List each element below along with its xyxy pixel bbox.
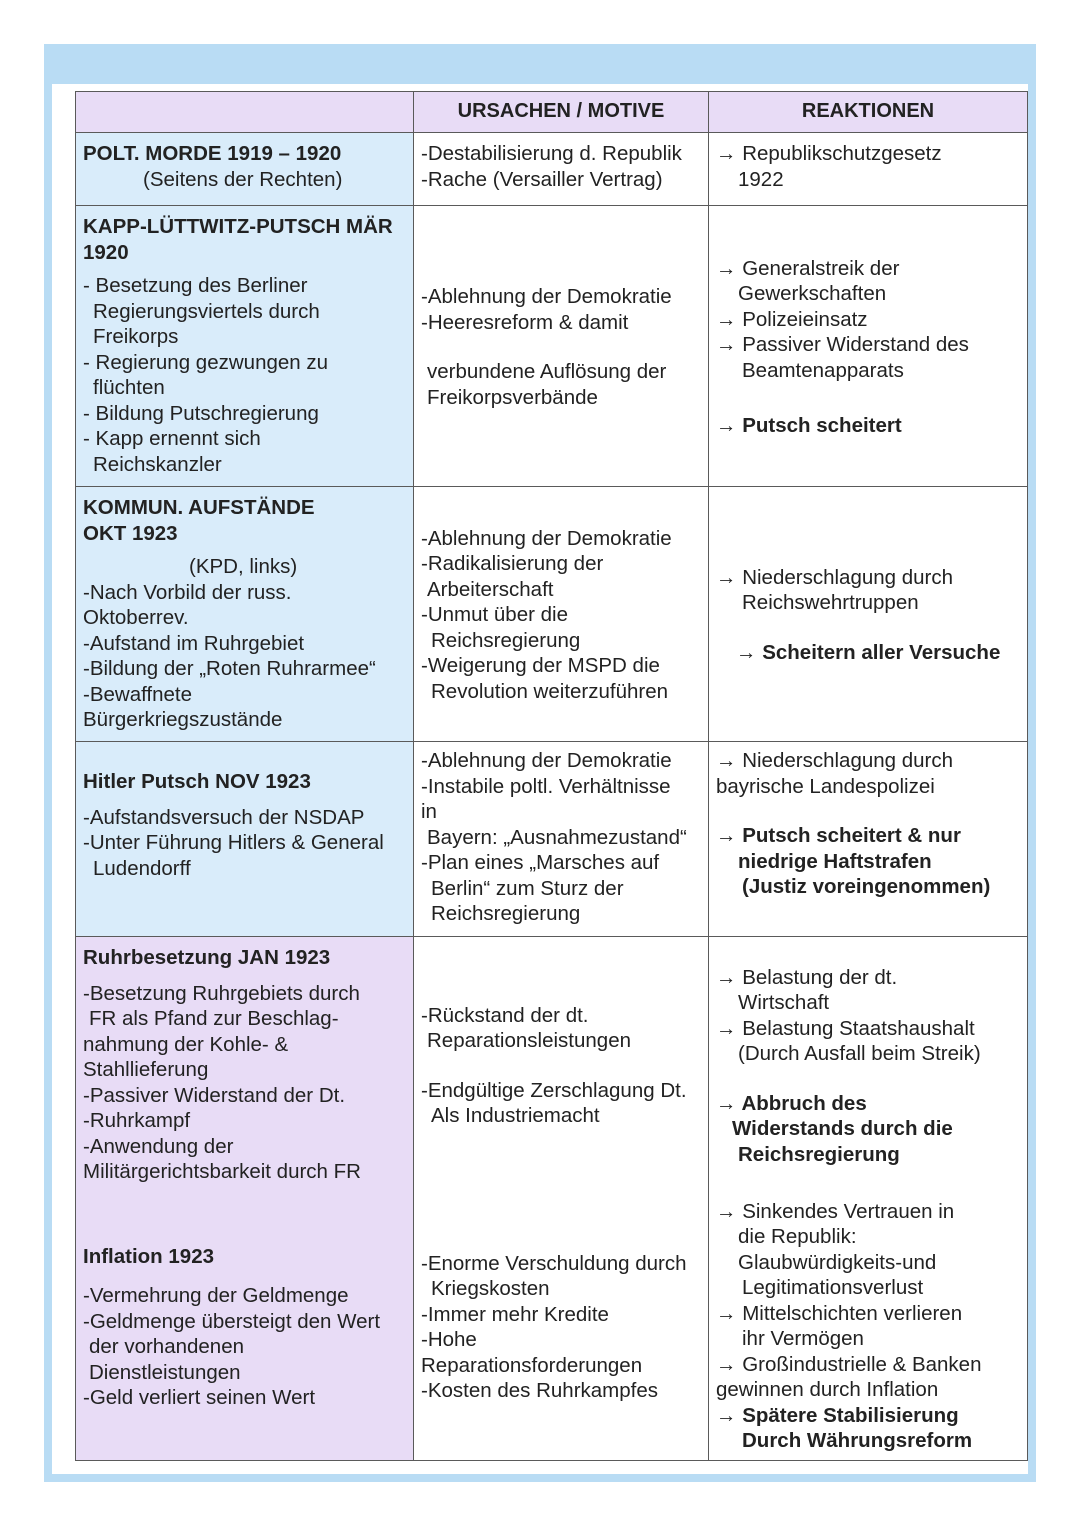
reaction-line-bold: → Putsch scheitert & nur: [716, 824, 961, 847]
cause-line: Reichsregierung: [431, 628, 581, 652]
cause-line: -Heeresreform & damit: [421, 310, 629, 334]
causes-cell: [414, 937, 709, 1193]
event-item: -Ruhrkampf: [83, 1109, 191, 1132]
reaction-line: → Mittelschichten verlieren: [716, 1301, 963, 1325]
arrow-right-icon: →: [716, 414, 737, 437]
event-item: Stahllieferung: [83, 1058, 209, 1081]
reactions-cell: [709, 133, 1028, 206]
reaction-line: ihr Vermögen: [742, 1327, 864, 1350]
arrow-right-icon: →: [716, 142, 737, 165]
event-title: Ruhrbesetzung JAN 1923: [83, 946, 331, 969]
reaction-line: → Sinkendes Vertrauen in: [716, 1199, 955, 1223]
cause-line: -Radikalisierung der: [421, 552, 604, 576]
cause-line: Reparationsforderungen: [421, 1353, 643, 1377]
causes-cell: [414, 1193, 709, 1461]
event-item: -Aufstandsversuch der NSDAP: [83, 805, 365, 829]
reaction-line: → Niederschlagung durch: [716, 749, 954, 772]
arrow-right-icon: →: [716, 1403, 737, 1427]
event-item: Dienstleistungen: [89, 1360, 241, 1384]
event-title-line2: OKT 1923: [83, 521, 178, 545]
event-item: -Passiver Widerstand der Dt.: [83, 1083, 346, 1107]
causes-cell: [414, 487, 709, 742]
event-title: KOMMUN. AUFSTÄNDE: [83, 496, 315, 519]
cause-line: -Enorme Verschuldung durch: [421, 1251, 687, 1275]
cause-line: Berlin“ zum Sturz der: [431, 876, 624, 900]
arrow-right-icon: →: [716, 1199, 737, 1223]
cause-line: -Rückstand der dt.: [421, 1003, 589, 1027]
event-cell: [76, 206, 414, 487]
arrow-right-icon: →: [716, 965, 737, 989]
event-item: Bürgerkriegszustände: [83, 708, 283, 731]
arrow-right-icon: →: [716, 333, 737, 356]
cause-line: in: [421, 800, 437, 823]
cause-line: Als Industriemacht: [431, 1104, 600, 1128]
causes-cell: [414, 742, 709, 937]
event-item: - Besetzung des Berliner: [83, 274, 308, 297]
table-row: [76, 206, 1028, 487]
reaction-line: → Belastung der dt.: [716, 965, 898, 989]
table-row: [76, 1193, 1028, 1461]
header-col-event: [76, 92, 414, 133]
cause-line: Arbeiterschaft: [427, 577, 554, 601]
reaction-line: Gewerkschaften: [738, 282, 887, 305]
reactions-cell: [709, 206, 1028, 487]
cause-line: Reparationsleistungen: [427, 1029, 631, 1053]
reaction-line: (Durch Ausfall beim Streik): [738, 1042, 981, 1065]
event-item: -Bewaffnete: [83, 682, 193, 706]
table-header-row: [76, 92, 1028, 133]
reaction-line-bold: → Scheitern aller Versuche: [736, 640, 1001, 664]
event-item: -Aufstand im Ruhrgebiet: [83, 631, 305, 655]
event-cell: [76, 133, 414, 206]
event-cell: [76, 1193, 414, 1461]
reaction-line-bold: (Justiz voreingenommen): [742, 875, 991, 898]
reaction-line: → Passiver Widerstand des: [716, 333, 969, 356]
reactions-cell: [709, 937, 1028, 1193]
reaction-line: → Niederschlagung durch: [716, 565, 954, 589]
reaction-line: 1922: [738, 167, 784, 191]
reaction-line-bold: Reichsregierung: [738, 1142, 900, 1166]
event-item: Regierungsviertels durch: [93, 299, 320, 323]
cause-line: Freikorpsverbände: [427, 385, 598, 409]
reaction-line-bold: Widerstands durch die: [732, 1117, 953, 1140]
header-col-causes: URSACHEN / MOTIVE: [414, 92, 709, 133]
cause-line: -Endgültige Zerschlagung Dt.: [421, 1078, 687, 1102]
cause-line: -Immer mehr Kredite: [421, 1302, 609, 1326]
reaction-line: → Republikschutzgesetz: [716, 142, 942, 165]
event-item: -Geld verliert seinen Wert: [83, 1386, 316, 1409]
causes-cell: [414, 206, 709, 487]
table-row: [76, 133, 1028, 206]
event-item: nahmung der Kohle- &: [83, 1032, 289, 1056]
arrow-right-icon: →: [736, 640, 757, 664]
event-item: -Besetzung Ruhrgebiets durch: [83, 981, 360, 1005]
header-col-reactions: REAKTIONEN: [709, 92, 1028, 133]
arrow-right-icon: →: [716, 307, 737, 331]
cause-line: -Rache (Versailler Vertrag): [421, 167, 663, 191]
reaction-line: Legitimationsverlust: [742, 1276, 924, 1299]
event-cell: [76, 937, 414, 1193]
event-item: Oktoberrev.: [83, 606, 189, 629]
reaction-line-bold: → Spätere Stabilisierung: [716, 1403, 959, 1427]
cause-line: -Unmut über die: [421, 603, 568, 627]
event-title: KAPP-LÜTTWITZ-PUTSCH MÄR 1920: [83, 215, 393, 264]
reaction-line-bold: → Abbruch des: [716, 1091, 867, 1115]
event-title: POLT. MORDE 1919 – 1920: [83, 142, 342, 165]
cause-line: verbundene Auflösung der: [427, 360, 667, 383]
arrow-right-icon: →: [716, 824, 737, 847]
table-row: [76, 937, 1028, 1193]
event-cell: [76, 487, 414, 742]
event-item: -Bildung der „Roten Ruhrarmee“: [83, 657, 376, 680]
causes-cell: [414, 133, 709, 206]
cause-line: -Weigerung der MSPD die: [421, 654, 660, 678]
cause-line: -Destabilisierung d. Republik: [421, 142, 682, 165]
event-item: -Vermehrung der Geldmenge: [83, 1284, 349, 1307]
reaction-line: gewinnen durch Inflation: [716, 1378, 939, 1401]
arrow-right-icon: →: [716, 1016, 737, 1040]
reactions-cell: [709, 742, 1028, 937]
event-item: Freikorps: [93, 325, 179, 348]
event-item: - Bildung Putschregierung: [83, 401, 319, 425]
event-item: flüchten: [93, 376, 165, 399]
arrow-right-icon: →: [716, 1301, 737, 1325]
cause-line: -Ablehnung der Demokratie: [421, 749, 672, 772]
event-title: Inflation 1923: [83, 1244, 215, 1268]
reaction-line: → Belastung Staatshaushalt: [716, 1016, 975, 1040]
event-item: -Unter Führung Hitlers & General: [83, 831, 384, 854]
event-item: Militärgerichtsbarkeit durch FR: [83, 1160, 361, 1183]
cause-line: Bayern: „Ausnahmezustand“: [427, 825, 687, 849]
cause-line: -Hohe: [421, 1328, 477, 1351]
cause-line: -Plan eines „Marsches auf: [421, 851, 660, 874]
event-subtitle: (Seitens der Rechten): [143, 167, 343, 191]
reaction-line: die Republik:: [738, 1225, 857, 1248]
event-item: -Geldmenge übersteigt den Wert: [83, 1309, 381, 1333]
reaction-line: Wirtschaft: [738, 991, 830, 1014]
arrow-right-icon: →: [716, 256, 737, 280]
event-cell: [76, 742, 414, 937]
cause-line: -Ablehnung der Demokratie: [421, 285, 672, 308]
reaction-line-bold: Durch Währungsreform: [742, 1429, 973, 1452]
cause-line: Kriegskosten: [431, 1277, 550, 1300]
table-row: [76, 742, 1028, 937]
reactions-cell: [709, 1193, 1028, 1461]
reaction-line: bayrische Landespolizei: [716, 774, 935, 798]
event-item: Ludendorff: [93, 856, 191, 880]
event-title: Hitler Putsch NOV 1923: [83, 770, 311, 793]
reaction-line: Reichswehrtruppen: [742, 591, 919, 615]
reaction-line-bold: niedrige Haftstrafen: [738, 849, 932, 873]
reaction-line: Glaubwürdigkeits-und: [738, 1250, 937, 1274]
reaction-line-bold: → Putsch scheitert: [716, 414, 902, 437]
weimar-crisis-table: [75, 91, 1028, 1461]
reaction-line: → Großindustrielle & Banken: [716, 1352, 982, 1376]
arrow-right-icon: →: [716, 565, 737, 589]
event-subtitle: (KPD, links): [189, 555, 298, 578]
event-item: der vorhandenen: [89, 1335, 245, 1358]
reaction-line: Beamtenapparats: [742, 358, 904, 382]
event-item: FR als Pfand zur Beschlag-: [89, 1007, 339, 1030]
event-item: -Anwendung der: [83, 1134, 234, 1158]
arrow-right-icon: →: [716, 1352, 737, 1376]
reaction-line: → Polizeieinsatz: [716, 307, 868, 331]
reaction-line: → Generalstreik der: [716, 256, 900, 280]
cause-line: -Ablehnung der Demokratie: [421, 526, 672, 550]
cause-line: Reichsregierung: [431, 902, 581, 925]
arrow-right-icon: →: [716, 1091, 737, 1115]
cause-line: Revolution weiterzuführen: [431, 679, 669, 703]
event-item: -Nach Vorbild der russ.: [83, 580, 292, 604]
cause-line: -Kosten des Ruhrkampfes: [421, 1379, 659, 1402]
event-item: - Regierung gezwungen zu: [83, 350, 329, 374]
reactions-cell: [709, 487, 1028, 742]
cause-line: -Instabile poltl. Verhältnisse: [421, 774, 671, 798]
arrow-right-icon: →: [716, 749, 737, 772]
table-row: [76, 487, 1028, 742]
event-item: Reichskanzler: [93, 452, 222, 476]
event-item: - Kapp ernennt sich: [83, 427, 261, 450]
